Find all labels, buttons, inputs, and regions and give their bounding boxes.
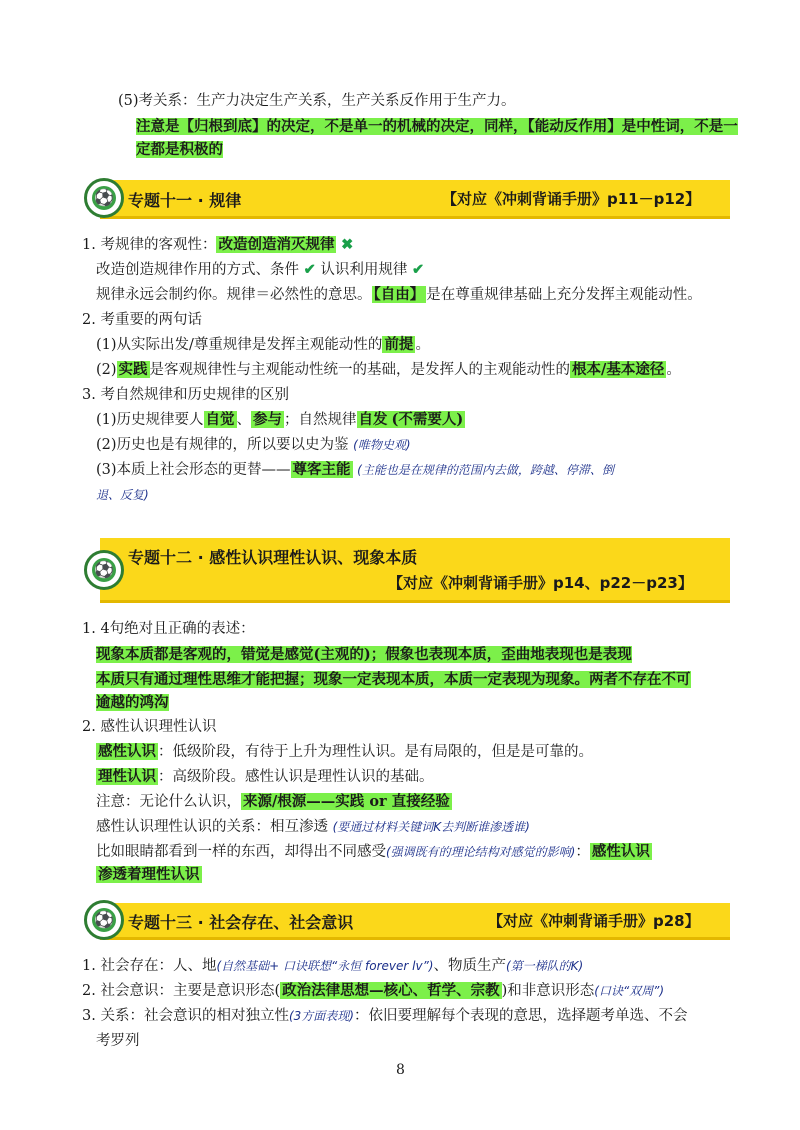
text-line: 考罗列 (96, 1033, 140, 1049)
text-line: (2) 实践 是客观规律性与主观能动性统一的基础，是发挥人的主观能动性的 根本/基本途径 。 (96, 361, 681, 378)
check-mark-icon: ✔ (411, 261, 425, 278)
text-line: (1)历史规律要人 自觉 、 参与 ；自然规律 自发 (不需要人) (96, 411, 464, 428)
text-line: 感性认识理性认识的关系：相互渗透 (要通过材料关键词K去判断谁渗透谁) (96, 819, 530, 835)
handwritten-note: 退、反复) (96, 488, 149, 502)
section-title: 专题十一 · 规律 (128, 191, 242, 210)
text-line: 现象本质都是客观的，错觉是感觉(主观的)；假象也表现本质，歪曲地表现也是表现 (96, 646, 632, 663)
text-line: 感性认识 ：低级阶段，有待于上升为理性认识。是有局限的，但是是可靠的。 (98, 743, 593, 760)
text-line: 3. 考自然规律和历史规律的区别 (82, 387, 289, 403)
text-line: 注意是【归根到底】的决定，不是单一的机械的决定，同样，【能动反作用】是中性词，不是一 (136, 118, 738, 135)
section-reference: 【对应《冲刺背诵手册》p14、p22－p23】 (388, 574, 693, 592)
handwritten-note: (第一梯队的K) (506, 959, 584, 973)
text-line: (1)从实际出发/尊重规律是发挥主观能动性的 前提 。 (96, 336, 430, 353)
page-number: 8 (396, 1062, 405, 1078)
text-line: 1. 4句绝对且正确的表述： (82, 621, 255, 637)
text-line: (5)考关系：生产力决定生产关系，生产关系反作用于生产力。 (118, 93, 516, 109)
handwritten-note: (主能也是在规律的范围内去做，跨越、停滞、倒 (357, 463, 614, 477)
text-line: 逾越的鸿沟 (96, 694, 169, 711)
text-line: 定都是积极的 (136, 141, 223, 158)
handwritten-note: (唯物史观) (353, 438, 411, 452)
text-line: 注意：无论什么认识， 来源/根源——实践 or 直接经验 (96, 793, 450, 810)
text-line: 渗透着理性认识 (98, 866, 200, 883)
text-line: 2. 考重要的两句话 (82, 312, 202, 328)
text-line: 1. 考规律的客观性： 改造创造消灭规律 ✖ (82, 236, 354, 253)
handwritten-note: (3方面表现) (288, 1009, 354, 1023)
text-line: 理性认识 ：高级阶段。感性认识是理性认识的基础。 (98, 768, 434, 785)
section-reference: 【对应《冲刺背诵手册》p11－p12】 (442, 190, 701, 208)
section-title: 专题十二 · 感性认识理性认识、现象本质 (128, 548, 418, 567)
cross-mark-icon: ✖ (341, 236, 354, 253)
handwritten-note: (口诀“双周”) (594, 984, 665, 998)
text-line: 规律永远会制约你。规律＝必然性的意思。 【自由】 是在尊重规律基础上充分发挥主观能动性。 (96, 286, 702, 303)
section-reference: 【对应《冲刺背诵手册》p28】 (488, 912, 700, 930)
text-line: 2. 社会意识：主要是意识形态( 政治法律思想—核心、哲学、宗教 )和非意识形态(口诀“双周”) (82, 982, 665, 999)
text-line: (3)本质上社会形态的更替—— 尊客主能 (主能也是在规律的范围内去做，跨越、停滞、倒 (96, 461, 614, 478)
text-line: 比如眼睛都看到一样的东西，却得出不同感受(强调既有的理论结构对感觉的影响)： 感性认识 (96, 843, 650, 860)
section-title: 专题十三 · 社会存在、社会意识 (128, 913, 354, 932)
text-line: 改造创造规律作用的方式、条件 ✔ 认识利用规律 ✔ (96, 261, 425, 278)
handwritten-note: (自然基础+ 口诀联想“永恒 forever lv”) (216, 959, 434, 973)
text-line: 1. 社会存在：人、地(自然基础+ 口诀联想“永恒 forever lv”)、物质生产(第一梯队的K) (82, 958, 584, 974)
handwritten-note: (要通过材料关键词K去判断谁渗透谁) (332, 820, 530, 834)
text-line: 3. 关系：社会意识的相对独立性(3方面表现)：依旧要理解每个表现的意思，选择题考单选、不会 (82, 1008, 688, 1024)
handwritten-note: (强调既有的理论结构对感觉的影响) (386, 845, 576, 859)
soccer-ball-icon: ⚽ (84, 178, 124, 218)
text-line: 本质只有通过理性思维才能把握；现象一定表现本质，本质一定表现为现象。两者不存在不可 (96, 671, 691, 688)
text-line: 2. 感性认识理性认识 (82, 719, 217, 735)
soccer-ball-icon: ⚽ (84, 900, 124, 940)
soccer-ball-icon: ⚽ (84, 550, 124, 590)
check-mark-icon: ✔ (303, 261, 316, 278)
text-line: (2)历史也是有规律的，所以要以史为鉴 (唯物史观) (96, 437, 411, 453)
text-line (96, 484, 149, 506)
